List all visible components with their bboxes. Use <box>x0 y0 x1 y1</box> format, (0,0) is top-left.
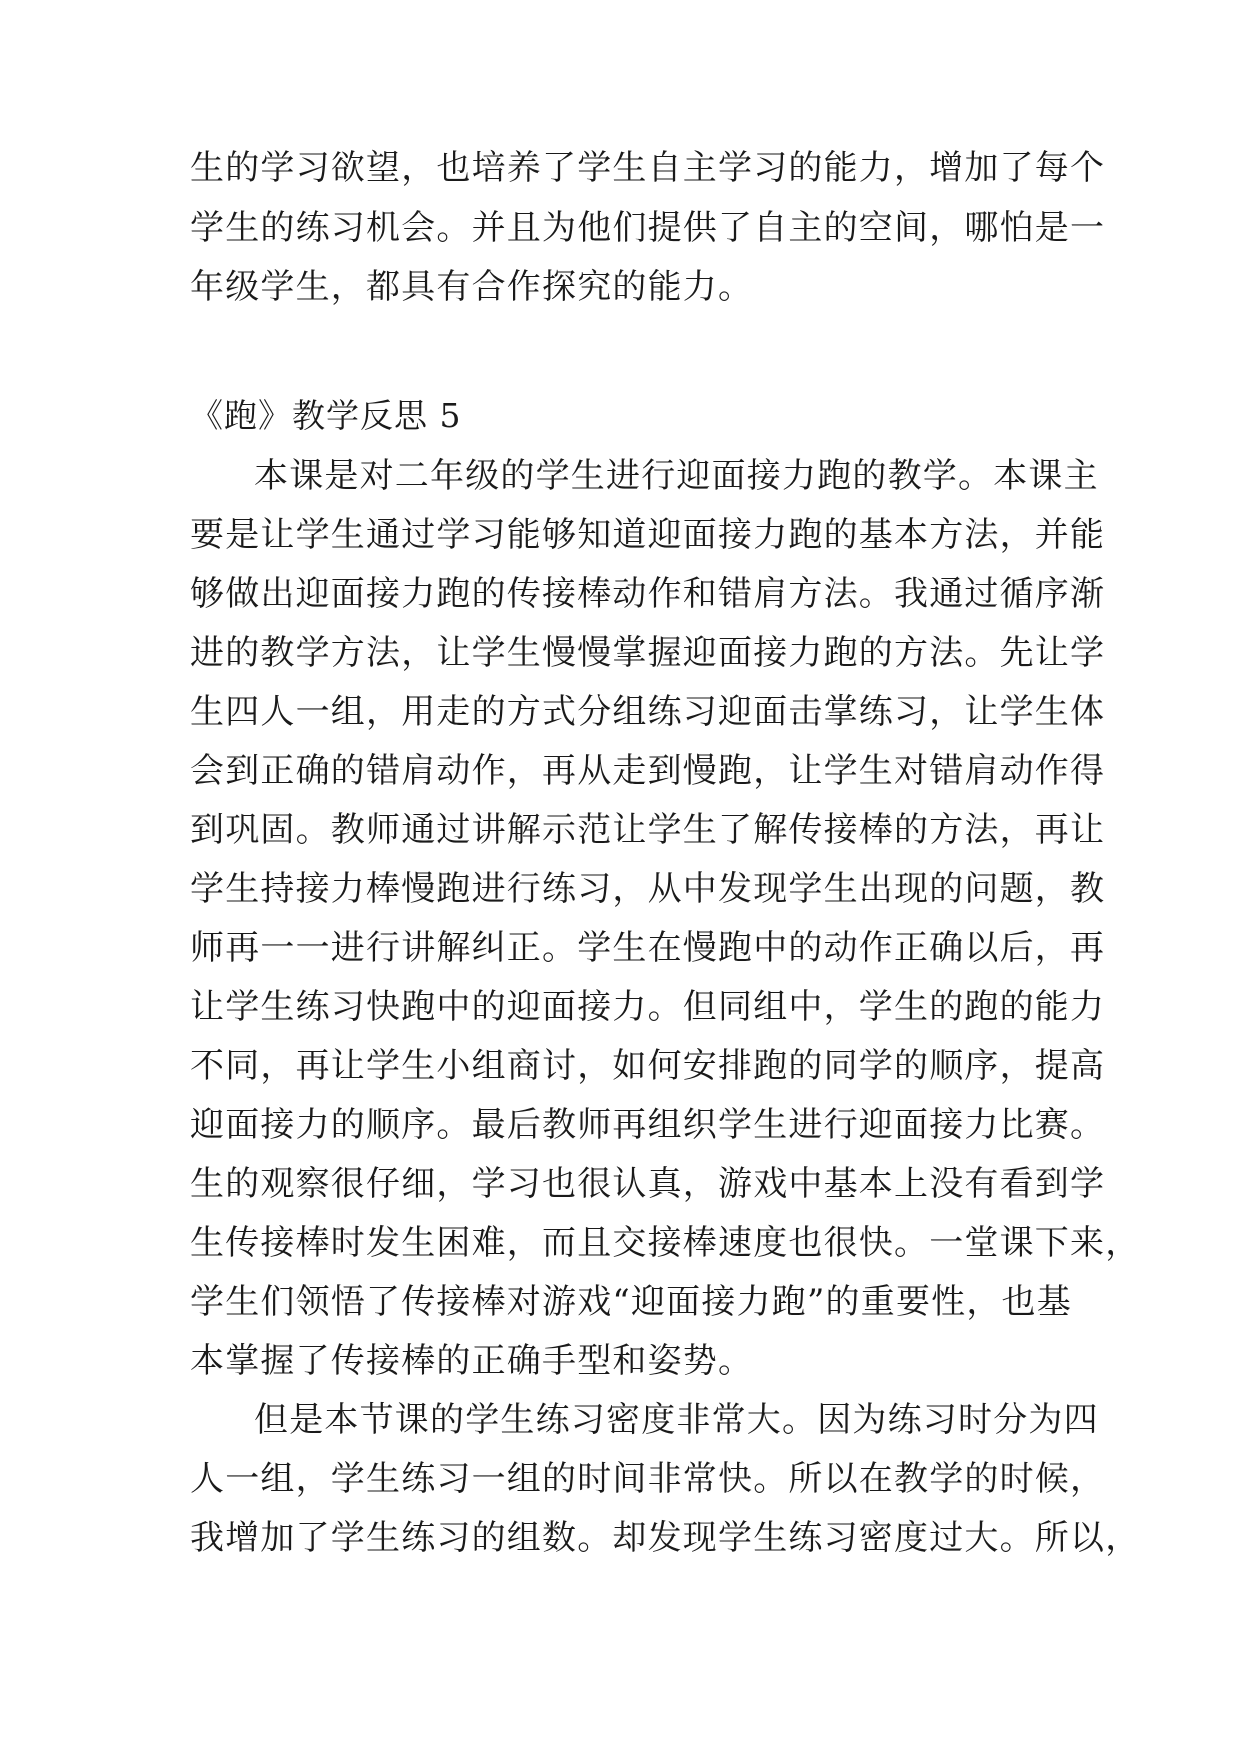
intro-line-2: 学生的练习机会。并且为他们提供了自主的空间，哪怕是一 <box>190 208 1106 248</box>
paragraph2-line-1: 但是本节课的学生练习密度非常大。因为练习时分为四 <box>254 1400 1099 1440</box>
paragraph1-line-2: 要是让学生通过学习能够知道迎面接力跑的基本方法，并能 <box>190 515 1106 555</box>
paragraph1-line-10: 让学生练习快跑中的迎面接力。但同组中，学生的跑的能力 <box>190 987 1106 1027</box>
paragraph1-line-4: 进的教学方法，让学生慢慢掌握迎面接力跑的方法。先让学 <box>190 633 1106 673</box>
paragraph1-line-7: 到巩固。教师通过讲解示范让学生了解传接棒的方法，再让 <box>190 810 1106 850</box>
paragraph2-line-2: 人一组，学生练习一组的时间非常快。所以在教学的时候， <box>190 1459 1106 1499</box>
intro-line-1: 生的学习欲望，也培养了学生自主学习的能力，增加了每个 <box>190 148 1106 188</box>
paragraph1-line-9: 师再一一进行讲解纠正。学生在慢跑中的动作正确以后，再 <box>190 928 1106 968</box>
paragraph1-line-3: 够做出迎面接力跑的传接棒动作和错肩方法。我通过循序渐 <box>190 574 1106 614</box>
paragraph1-line-8: 学生持接力棒慢跑进行练习，从中发现学生出现的问题，教 <box>190 869 1106 909</box>
paragraph1-line-16: 本掌握了传接棒的正确手型和姿势。 <box>190 1341 754 1381</box>
paragraph1-line-11: 不同，再让学生小组商讨，如何安排跑的同学的顺序，提高 <box>190 1046 1106 1086</box>
section-title: 《跑》教学反思 5 <box>190 396 462 435</box>
intro-line-3: 年级学生，都具有合作探究的能力。 <box>190 267 754 307</box>
paragraph1-line-13: 生的观察很仔细，学习也很认真，游戏中基本上没有看到学 <box>190 1164 1106 1204</box>
paragraph2-line-3: 我增加了学生练习的组数。却发现学生练习密度过大。所以， <box>190 1518 1141 1558</box>
paragraph1-line-15: 学生们领悟了传接棒对游戏“迎面接力跑”的重要性，也基 <box>190 1282 1072 1322</box>
paragraph1-line-1: 本课是对二年级的学生进行迎面接力跑的教学。本课主 <box>254 456 1099 496</box>
paragraph1-line-5: 生四人一组，用走的方式分组练习迎面击掌练习，让学生体 <box>190 692 1106 732</box>
paragraph1-line-14: 生传接棒时发生困难，而且交接棒速度也很快。一堂课下来， <box>190 1223 1141 1263</box>
paragraph1-line-6: 会到正确的错肩动作，再从走到慢跑，让学生对错肩动作得 <box>190 751 1106 791</box>
paragraph1-line-12: 迎面接力的顺序。最后教师再组织学生进行迎面接力比赛。 <box>190 1105 1106 1145</box>
